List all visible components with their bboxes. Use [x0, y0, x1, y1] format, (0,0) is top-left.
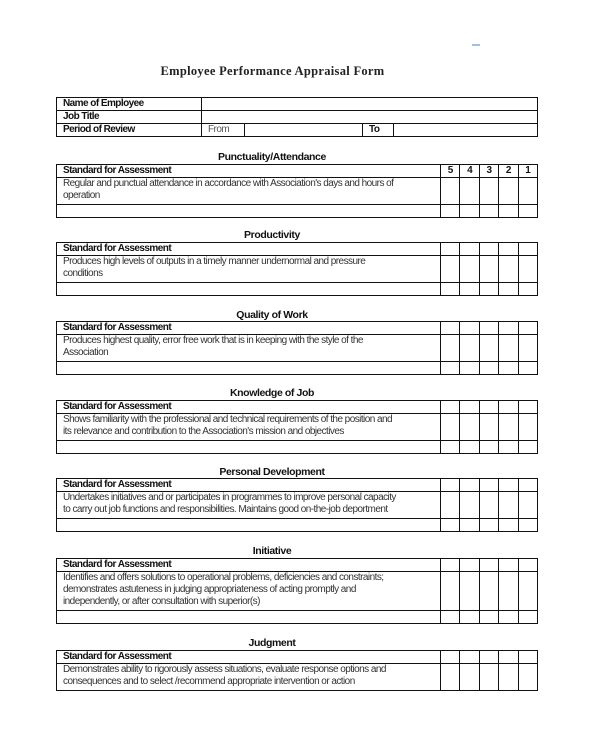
comment-rating-cell[interactable]: [499, 362, 518, 375]
rating-cell-3[interactable]: [479, 492, 498, 519]
comment-cell[interactable]: [57, 441, 441, 454]
rating-header-3: [479, 651, 498, 664]
assessment-table: [56, 400, 538, 454]
rating-cell-4[interactable]: [460, 178, 479, 205]
assessment-table: [56, 242, 538, 296]
rating-cell-2[interactable]: [499, 572, 518, 611]
rating-header-2: [499, 479, 518, 492]
assessment-table: [56, 650, 538, 691]
standard-header: Standard for Assessment: [57, 479, 441, 492]
rating-header-1: 1: [518, 165, 537, 178]
rating-header-3: 3: [479, 165, 498, 178]
rating-cell-1[interactable]: [518, 256, 537, 283]
rating-cell-3[interactable]: [479, 664, 498, 691]
assessment-table: [56, 321, 538, 375]
standard-header: Standard for Assessment: [57, 165, 441, 178]
comment-rating-cell[interactable]: [518, 519, 537, 532]
rating-cell-1[interactable]: [518, 664, 537, 691]
description-line: Association: [63, 347, 109, 358]
description-line: demonstrates astuteness in judging appropriateness of acting promptly and: [63, 584, 356, 595]
rating-cell-1[interactable]: [518, 492, 537, 519]
rating-header-5: [441, 651, 460, 664]
rating-header-5: [441, 322, 460, 335]
description-line: to carry out job functions and responsibilities. Maintains good on-the-job deportment: [63, 504, 388, 515]
rating-cell-3[interactable]: [479, 178, 498, 205]
rating-header-2: 2: [499, 165, 518, 178]
rating-cell-4[interactable]: [460, 335, 479, 362]
comment-rating-cell[interactable]: [499, 611, 518, 624]
section-title: Initiative: [252, 545, 292, 557]
comment-rating-cell[interactable]: [441, 205, 460, 218]
rating-header-1: [518, 401, 537, 414]
description-line: Regular and punctual attendance in accordance with Association's days and hours of: [63, 178, 394, 189]
to-label: To: [363, 124, 394, 137]
comment-rating-cell[interactable]: [518, 283, 537, 296]
description-line: operation: [63, 190, 100, 201]
rating-header-2: [499, 243, 518, 256]
section-title: Judgment: [248, 637, 296, 649]
to-date-field[interactable]: [394, 124, 538, 137]
comment-rating-cell[interactable]: [460, 519, 479, 532]
rating-header-2: [499, 559, 518, 572]
comment-rating-cell[interactable]: [499, 441, 518, 454]
comment-rating-cell[interactable]: [499, 519, 518, 532]
rating-cell-1[interactable]: [518, 414, 537, 441]
rating-cell-3[interactable]: [479, 335, 498, 362]
comment-rating-cell[interactable]: [518, 441, 537, 454]
comment-rating-cell[interactable]: [460, 362, 479, 375]
rating-cell-5[interactable]: [441, 492, 460, 519]
rating-cell-5[interactable]: [441, 256, 460, 283]
assessment-table: [56, 164, 538, 218]
standard-description: [57, 572, 441, 611]
assessment-table: [56, 558, 538, 624]
description-line: Produces high levels of outputs in a timely manner undernormal and pressure: [63, 256, 366, 267]
comment-cell[interactable]: [57, 283, 441, 296]
rating-header-4: [460, 559, 479, 572]
rating-header-1: [518, 322, 537, 335]
description-line: Identifies and offers solutions to operational problems, deficiencies and constraints;: [63, 572, 384, 583]
comment-rating-cell[interactable]: [441, 441, 460, 454]
rating-header-1: [518, 243, 537, 256]
assessment-table: [56, 478, 538, 532]
rating-cell-2[interactable]: [499, 492, 518, 519]
comment-rating-cell[interactable]: [479, 283, 498, 296]
rating-header-4: [460, 322, 479, 335]
rating-cell-3[interactable]: [479, 256, 498, 283]
standard-description: [57, 335, 441, 362]
comment-rating-cell[interactable]: [479, 205, 498, 218]
rating-cell-2[interactable]: [499, 335, 518, 362]
rating-header-3: [479, 479, 498, 492]
rating-header-1: [518, 559, 537, 572]
rating-header-3: [479, 243, 498, 256]
comment-rating-cell[interactable]: [499, 205, 518, 218]
rating-cell-5[interactable]: [441, 414, 460, 441]
rating-header-5: [441, 559, 460, 572]
description-line: independently, or after consultation with superior(s): [63, 596, 260, 607]
comment-rating-cell[interactable]: [441, 519, 460, 532]
standard-header: Standard for Assessment: [57, 322, 441, 335]
job-title-field[interactable]: [202, 111, 538, 124]
standard-description: [57, 492, 441, 519]
standard-description: [57, 414, 441, 441]
name-label: Name of Employee: [57, 98, 202, 111]
employee-info-table: [56, 97, 538, 137]
rating-header-2: [499, 401, 518, 414]
section-title: Knowledge of Job: [229, 387, 314, 399]
from-label: From: [202, 124, 245, 137]
comment-cell[interactable]: [57, 205, 441, 218]
from-date-field[interactable]: [245, 124, 363, 137]
rating-cell-3[interactable]: [479, 414, 498, 441]
comment-rating-cell[interactable]: [460, 441, 479, 454]
name-field[interactable]: [202, 98, 538, 111]
standard-description: [57, 178, 441, 205]
description-line: Shows familiarity with the professional and technical requirements of the position and: [63, 414, 393, 425]
rating-cell-4[interactable]: [460, 414, 479, 441]
description-line: consequences and to select /recommend appropriate intervention or action: [63, 676, 355, 687]
rating-cell-5[interactable]: [441, 178, 460, 205]
decorative-mark: [472, 44, 480, 46]
comment-rating-cell[interactable]: [460, 611, 479, 624]
rating-header-2: [499, 322, 518, 335]
rating-header-5: 5: [441, 165, 460, 178]
rating-cell-4[interactable]: [460, 572, 479, 611]
standard-header: Standard for Assessment: [57, 559, 441, 572]
comment-cell[interactable]: [57, 362, 441, 375]
rating-cell-4[interactable]: [460, 492, 479, 519]
form-title: Employee Performance Appraisal Form: [160, 64, 385, 78]
rating-header-3: [479, 401, 498, 414]
standard-header: Standard for Assessment: [57, 651, 441, 664]
description-line: its relevance and contribution to the Association's mission and objectives: [63, 426, 344, 437]
rating-header-5: [441, 479, 460, 492]
rating-header-5: [441, 401, 460, 414]
rating-header-4: [460, 401, 479, 414]
rating-header-4: [460, 651, 479, 664]
section-title: Punctuality/Attendance: [218, 151, 326, 163]
period-label: Period of Review: [57, 124, 202, 137]
section-title: Quality of Work: [236, 309, 308, 321]
rating-cell-1[interactable]: [518, 335, 537, 362]
rating-cell-4[interactable]: [460, 256, 479, 283]
comment-rating-cell[interactable]: [499, 283, 518, 296]
rating-cell-2[interactable]: [499, 256, 518, 283]
rating-header-3: [479, 559, 498, 572]
standard-description: [57, 256, 441, 283]
comment-rating-cell[interactable]: [441, 362, 460, 375]
comment-rating-cell[interactable]: [518, 362, 537, 375]
rating-header-5: [441, 243, 460, 256]
comment-rating-cell[interactable]: [441, 611, 460, 624]
standard-description: [57, 664, 441, 691]
rating-cell-2[interactable]: [499, 178, 518, 205]
comment-rating-cell[interactable]: [460, 205, 479, 218]
comment-rating-cell[interactable]: [441, 283, 460, 296]
rating-cell-2[interactable]: [499, 414, 518, 441]
description-line: Undertakes initiatives and or participates in programmes to improve personal capacity: [63, 492, 396, 503]
comment-cell[interactable]: [57, 519, 441, 532]
rating-cell-1[interactable]: [518, 572, 537, 611]
standard-header: Standard for Assessment: [57, 243, 441, 256]
rating-cell-5[interactable]: [441, 572, 460, 611]
rating-header-1: [518, 479, 537, 492]
rating-cell-3[interactable]: [479, 572, 498, 611]
rating-header-4: 4: [460, 165, 479, 178]
description-line: Demonstrates ability to rigorously assess situations, evaluate response options and: [63, 664, 386, 675]
comment-rating-cell[interactable]: [479, 519, 498, 532]
job-title-label: Job Title: [57, 111, 202, 124]
rating-header-4: [460, 479, 479, 492]
rating-cell-1[interactable]: [518, 178, 537, 205]
comment-cell[interactable]: [57, 611, 441, 624]
description-line: conditions: [63, 268, 103, 279]
rating-header-2: [499, 651, 518, 664]
rating-cell-5[interactable]: [441, 335, 460, 362]
rating-header-1: [518, 651, 537, 664]
rating-cell-5[interactable]: [441, 664, 460, 691]
comment-rating-cell[interactable]: [479, 441, 498, 454]
rating-header-4: [460, 243, 479, 256]
description-line: Produces highest quality, error free work that is in keeping with the style of the: [63, 335, 363, 346]
comment-rating-cell[interactable]: [479, 611, 498, 624]
standard-header: Standard for Assessment: [57, 401, 441, 414]
section-title: Productivity: [244, 229, 300, 241]
rating-header-3: [479, 322, 498, 335]
rating-cell-2[interactable]: [499, 664, 518, 691]
comment-rating-cell[interactable]: [518, 205, 537, 218]
comment-rating-cell[interactable]: [460, 283, 479, 296]
rating-cell-4[interactable]: [460, 664, 479, 691]
comment-rating-cell[interactable]: [518, 611, 537, 624]
comment-rating-cell[interactable]: [479, 362, 498, 375]
section-title: Personal Development: [219, 466, 325, 478]
